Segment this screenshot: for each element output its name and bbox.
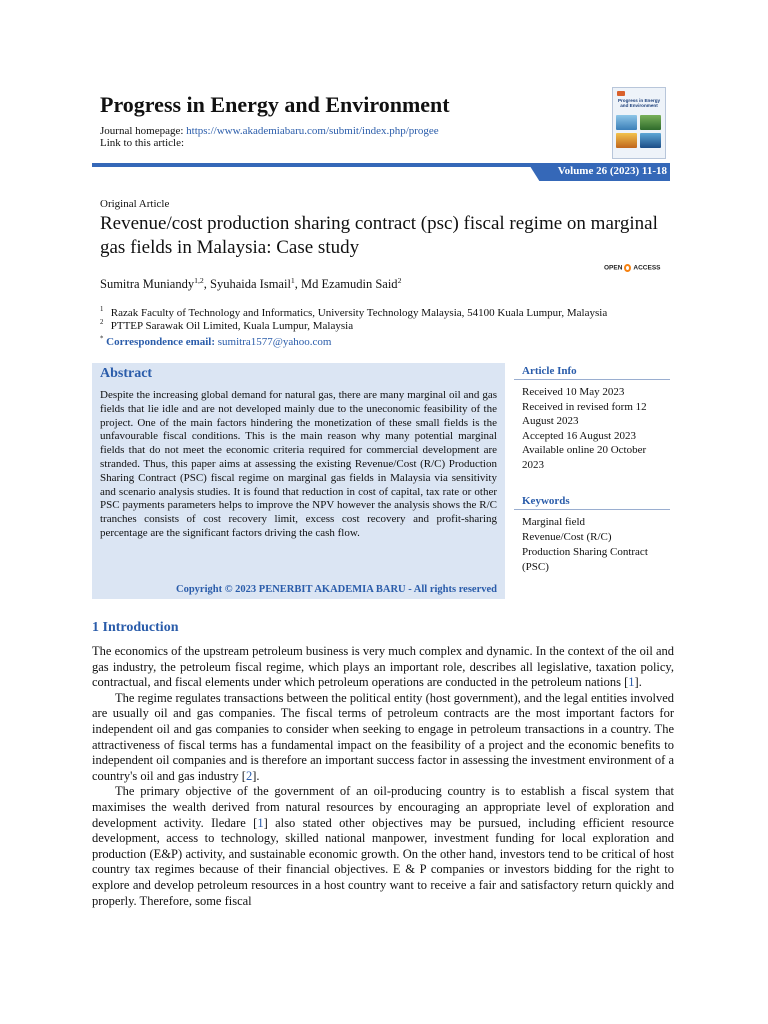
article-info-heading: Article Info (522, 365, 577, 377)
paragraph-text: The primary objective of the government of an oil-producing country is to establish a fiscal system that maximises the wealth derived from natural resources by encouraging an appropriate level of exploration and development activity. Iledare [ (92, 784, 674, 830)
revised-date: Received in revised form 12 August 2023 (522, 400, 647, 427)
author-separator: , (203, 277, 211, 291)
article-info-list (522, 385, 667, 472)
keyword-item: Revenue/Cost (R/C) (522, 531, 612, 543)
copyright-notice: Copyright © 2023 PENERBIT AKADEMIA BARU - All rights reserved (175, 584, 497, 595)
section-heading-introduction: 1 Introduction (92, 620, 179, 635)
journal-cover-thumbnail (612, 87, 666, 159)
keywords-heading: Keywords (522, 495, 570, 507)
affiliation-text: Razak Faculty of Technology and Informatics, University Technology Malaysia, 54100 Kuala Lumpur, Malaysia (110, 307, 608, 319)
author-name[interactable]: Sumitra Muniandy (100, 277, 195, 291)
citation-link[interactable]: 1 (257, 815, 264, 830)
author-name[interactable]: Syuhaida Ismail (210, 277, 291, 291)
open-access-badge[interactable] (604, 264, 670, 276)
open-access-lock-icon (624, 264, 631, 272)
abstract-heading: Abstract (100, 366, 153, 381)
affiliation: $^1$ Razak Faculty of Technology and Informatics, University Technology Malaysia, 54100 Kuala Lumpur, Malaysia (100, 306, 608, 319)
open-access-left: OPEN (604, 264, 623, 272)
cover-photo (640, 133, 661, 148)
online-date: Available online 20 October 2023 (522, 444, 647, 471)
author-affiliation-mark: 1 (290, 275, 295, 285)
paper-title: Revenue/cost production sharing contract (psc) fiscal regime on marginal gas fields in Malaysia: Case study (100, 213, 658, 258)
publisher-logo-icon (617, 91, 625, 96)
abstract-text: Despite the increasing global demand for natural gas, there are many marginal oil and gas fields that lie idle and are not developed mainly due to the uneconomic feasibility of the project. One of the main factors hindering the monetization of these small fields is the unfavourable fiscal conditions. This is the main reason why many potential marginal fields that do not meet the economic criteria required for commercial development are stranded. Thus, this paper aims at assessing the existing Revenue/Cost (R/C) Production Sharing Contract (PSC) fiscal regime on marginal gas fields in Malaysia via sensitivity and scenario analysis studies. It is found that reduction in cost of capital, tax rate or other PSC payments parameters helps to improve the NPV however the analysis shows the R/C tranches consists of cost recovery limit, excess cost recovery and profit-sharing percentage are the significant factors driving the cash flow. (100, 389, 497, 539)
affiliation: $^2$ PTTEP Sarawak Oil Limited, Kuala Lumpur, Malaysia (100, 319, 354, 332)
citation-link[interactable]: 2 (245, 768, 253, 783)
cover-title: Progress in Energy and Environment (617, 98, 661, 108)
paragraph-text: The economics of the upstream petroleum business is very much complex and dynamic. In the context of the oil and gas industry, the petroleum fiscal regime, which plays an important role, describes all legislative, taxation policy, contractual, and fiscal elements under which petroleum operations are conducted in the petroleum nations [ (92, 644, 674, 690)
cover-photo (616, 115, 637, 130)
accepted-date: Accepted 16 August 2023 (522, 429, 636, 442)
article-type: Original Article (100, 198, 170, 210)
paragraph-text: ] also stated other objectives may be pursued, including efficient resource development, access to technology, skilled national manpower, investment funding for local exploration and production (E&P) activity, and sustainable economic growth. On the other hand, investors tend to be critical of host country tax regimes because of their financial objectives. E & P companies or investors bidding for the right to explore and develop petroleum resources in a host country want to receive a fair and satisfactory return quickly and properly. Therefore, some fiscal (92, 815, 674, 908)
article-info-divider (514, 379, 670, 380)
author-list (100, 277, 401, 292)
keyword-item: Marginal field (522, 516, 586, 528)
author-affiliation-mark: 1,2 (194, 275, 204, 285)
paragraph-text: ]. (252, 768, 260, 783)
journal-homepage (100, 125, 439, 137)
journal-title: Progress in Energy and Environment (100, 92, 450, 117)
received-date: Received 10 May 2023 (522, 386, 625, 398)
correspondence-mark: * (100, 335, 104, 343)
correspondence-label: Correspondence email: (106, 336, 216, 348)
keyword-item: Production Sharing Contract (PSC) (522, 546, 648, 573)
homepage-label: Journal homepage: (100, 125, 187, 137)
correspondence (100, 336, 331, 348)
homepage-link[interactable]: https://www.akademiabaru.com/submit/index.php/progee (186, 125, 439, 137)
author-name[interactable]: Md Ezamudin Said (301, 277, 398, 291)
affiliation-text: PTTEP Sarawak Oil Limited, Kuala Lumpur, Malaysia (110, 320, 354, 332)
open-access-right: ACCESS (633, 264, 661, 272)
citation-link[interactable]: 1 (628, 675, 635, 690)
paragraph (92, 691, 674, 785)
keywords-list (522, 515, 667, 575)
paragraph (92, 644, 674, 691)
introduction-body (92, 644, 674, 909)
keywords-divider (514, 509, 670, 510)
author-separator: , (294, 277, 302, 291)
paragraph-text: The regime regulates transactions between the political entity (host government), and the legal entities involved are usually oil and gas companies. The fiscal terms of petroleum contracts are the most important factors for independent oil and gas companies to consider when seeking to engage in petroleum transactions in a country. The attractiveness of fiscal terms has a fundamental impact on the feasibility of a project and the economic benefits to independent oil companies and is therefore an important success factor in assessing the investment environment of a country's oil and gas industry [ (92, 690, 674, 783)
volume-info: Volume 26 (2023) 11-18 (557, 165, 667, 177)
cover-photo (616, 133, 637, 148)
author-affiliation-mark: 2 (397, 275, 402, 285)
correspondence-email-link[interactable]: sumitra1577@yahoo.com (217, 336, 332, 348)
article-link-label: Link to this article: (100, 137, 185, 149)
paragraph-text: ]. (634, 675, 642, 690)
paragraph (92, 784, 674, 909)
cover-photo (640, 115, 661, 130)
